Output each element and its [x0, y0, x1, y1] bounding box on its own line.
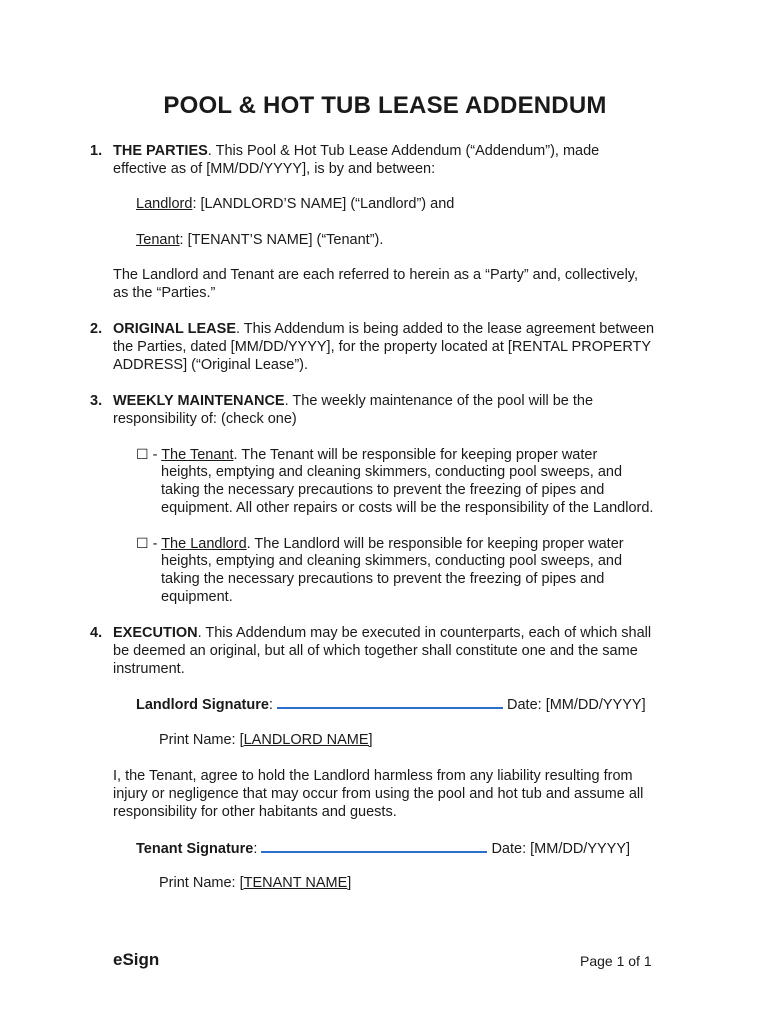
tenant-checkbox[interactable]: ☐	[136, 446, 149, 462]
option-tenant-dash: -	[148, 447, 162, 463]
tenant-signature-colon: :	[253, 841, 258, 857]
harmless-line-2: injury or negligence that may occur from using the pool and hot tub and assume all	[113, 786, 644, 802]
section-4-line-1	[113, 624, 651, 642]
landlord-line	[136, 195, 454, 213]
landlord-signature-field[interactable]	[277, 695, 503, 709]
section-4-number: 4.	[90, 625, 103, 641]
option-landlord-line-2: heights, emptying and cleaning skimmers, conducting pool sweeps, and	[161, 553, 623, 569]
option-tenant-label: The Tenant	[161, 447, 234, 463]
option-landlord-line-3: taking the necessary precautions to prevent the freezing of pipes and	[161, 571, 605, 587]
section-3-number: 3.	[90, 393, 103, 409]
section-1-text-a: . This Pool & Hot Tub Lease Addendum (“Addendum”), made	[207, 143, 600, 159]
section-1-number: 1.	[90, 143, 103, 159]
section-1-heading: THE PARTIES	[113, 143, 208, 159]
option-landlord-line-4: equipment.	[161, 589, 233, 605]
section-1-line-2: effective as of [MM/DD/YYYY], is by and between:	[113, 161, 436, 177]
option-tenant-line-3: taking the necessary precautions to prevent the freezing of pipes and	[161, 482, 605, 498]
section-2-text-a: . This Addendum is being added to the lease agreement between	[236, 321, 655, 337]
landlord-print-row	[159, 731, 373, 749]
landlord-signature-colon: :	[268, 697, 273, 713]
landlord-checkbox[interactable]: ☐	[136, 535, 149, 551]
section-2-number: 2.	[90, 321, 103, 337]
section-3-text-a: . The weekly maintenance of the pool will be the	[284, 393, 594, 409]
tenant-text: : [TENANT’S NAME] (“Tenant”).	[179, 232, 384, 248]
section-4-heading: EXECUTION	[113, 625, 198, 641]
option-landlord-label: The Landlord	[161, 536, 247, 552]
section-4-line-2: be deemed an original, but all of which together shall constitute one and the same	[113, 643, 638, 659]
section-3-heading: WEEKLY MAINTENANCE	[113, 393, 285, 409]
tenant-label: Tenant	[136, 232, 180, 248]
landlord-print-label: Print Name:	[159, 732, 240, 748]
landlord-date-label: Date: [MM/DD/YYYY]	[507, 697, 646, 713]
harmless-line-3: responsibility for other habitants and guests.	[113, 804, 397, 820]
option-landlord-text-1: . The Landlord will be responsible for keeping proper water	[246, 536, 624, 552]
option-tenant-line-2: heights, emptying and cleaning skimmers, conducting pool sweeps, and	[161, 464, 623, 480]
tenant-date-label: Date: [MM/DD/YYYY]	[491, 841, 631, 857]
document-title: POOL & HOT TUB LEASE ADDENDUM	[163, 92, 607, 119]
landlord-signature-label: Landlord Signature	[136, 697, 269, 713]
section-3-line-2: responsibility of: (check one)	[113, 411, 297, 427]
section-2-line-3: ADDRESS] (“Original Lease”).	[113, 357, 308, 373]
parties-paragraph-line-2: as the “Parties.”	[113, 285, 216, 301]
section-1-line-1	[113, 142, 599, 160]
tenant-print-name: [TENANT NAME]	[239, 875, 352, 891]
landlord-print-name: [LANDLORD NAME]	[239, 732, 373, 748]
tenant-line	[136, 231, 383, 249]
section-2-line-1	[113, 320, 654, 338]
option-tenant-text-1: . The Tenant will be responsible for keeping proper water	[233, 447, 598, 463]
section-3-line-1	[113, 392, 593, 410]
tenant-signature-row	[136, 839, 630, 858]
landlord-label: Landlord	[136, 196, 193, 212]
esign-logo: eSign	[113, 950, 160, 969]
option-landlord-dash: -	[148, 536, 162, 552]
option-tenant-line-1	[136, 445, 597, 464]
tenant-signature-field[interactable]	[261, 839, 487, 853]
section-2-heading: ORIGINAL LEASE	[113, 321, 236, 337]
landlord-text: : [LANDLORD’S NAME] (“Landlord”) and	[192, 196, 455, 212]
option-tenant-line-4: equipment. All other repairs or costs will be the responsibility of the Landlord.	[161, 500, 654, 516]
parties-paragraph-line-1: The Landlord and Tenant are each referred to herein as a “Party” and, collectively,	[113, 267, 638, 283]
tenant-print-label: Print Name:	[159, 875, 240, 891]
harmless-line-1: I, the Tenant, agree to hold the Landlord harmless from any liability resulting from	[113, 768, 633, 784]
section-4-line-3: instrument.	[113, 661, 185, 677]
tenant-print-row	[159, 874, 351, 892]
tenant-signature-label: Tenant Signature	[136, 841, 254, 857]
section-2-line-2: the Parties, dated [MM/DD/YYYY], for the property located at [RENTAL PROPERTY	[113, 339, 652, 355]
option-landlord-line-1	[136, 534, 624, 553]
landlord-signature-row	[136, 695, 646, 714]
section-4-text-a: . This Addendum may be executed in counterparts, each of which shall	[197, 625, 652, 641]
page-number: Page 1 of 1	[580, 953, 652, 969]
